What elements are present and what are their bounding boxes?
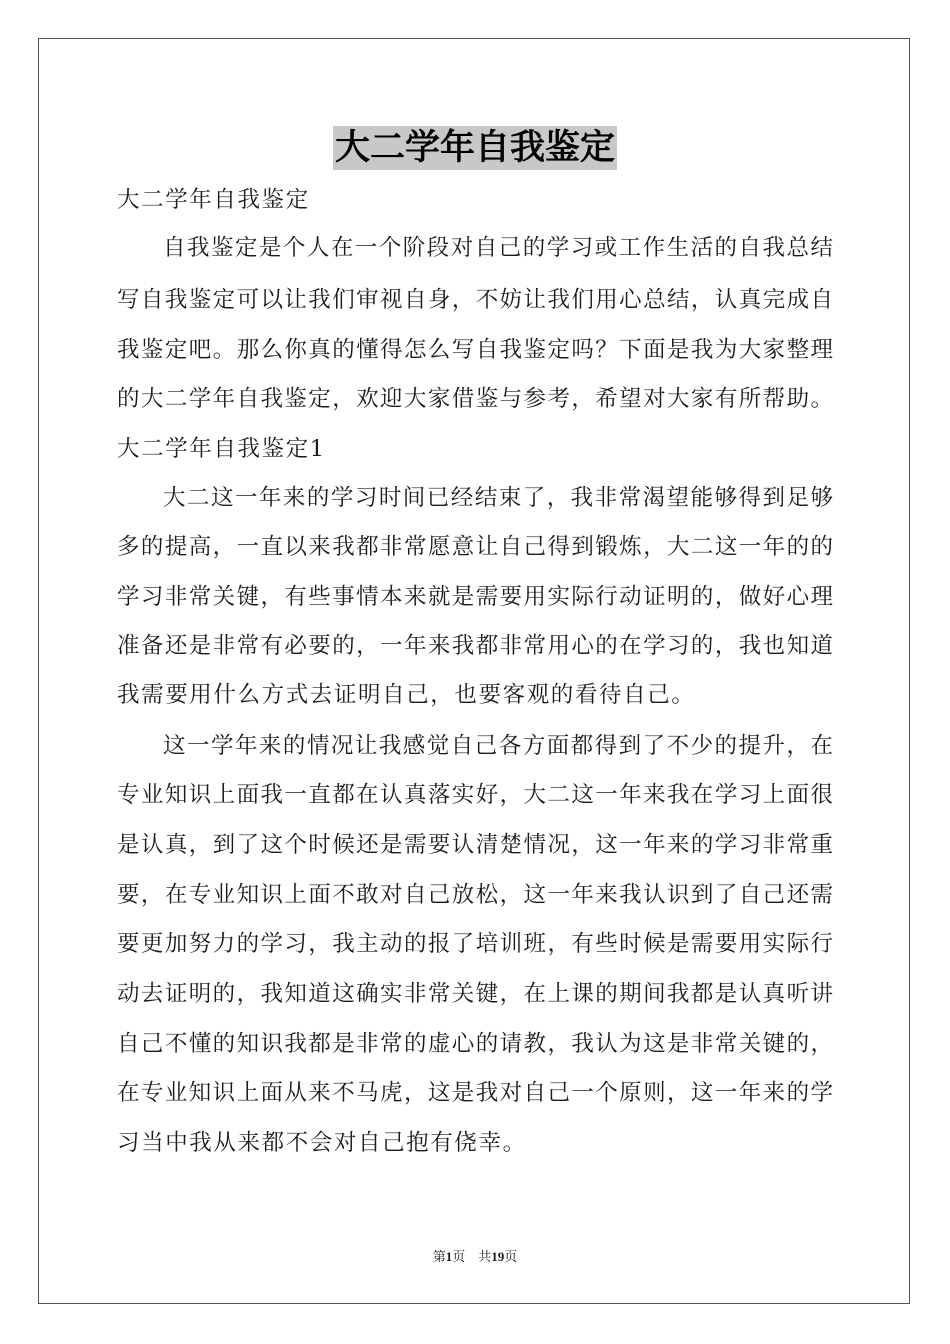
- text-line: 大二这一年来的学习时间已经结束了，我非常渴望能够得到足够: [163, 485, 833, 511]
- page-frame: [38, 38, 910, 1304]
- footer-suffix: 页: [504, 1249, 518, 1264]
- footer-page-total: 19: [491, 1249, 505, 1264]
- text-line: 多的提高，一直以来我都非常愿意让自己得到锻炼，大二这一年的的: [117, 534, 833, 560]
- text-line: 在专业知识上面从来不马虎，这是我对自己一个原则，这一年来的学: [117, 1080, 833, 1106]
- text-line: 自己不懂的知识我都是非常的虚心的请教，我认为这是非常关键的，: [117, 1031, 833, 1057]
- footer-mid: 页 共: [452, 1249, 492, 1264]
- text-line: 这一学年来的情况让我感觉自己各方面都得到了不少的提升，在: [163, 733, 833, 759]
- text-line: 准备还是非常有必要的，一年来我都非常用心的在学习的，我也知道: [117, 633, 833, 659]
- document-title-wrap: [0, 126, 950, 174]
- text-line: 要更加努力的学习，我主动的报了培训班，有些时候是需要用实际行: [117, 931, 833, 957]
- text-line: 自我鉴定是个人在一个阶段对自己的学习或工作生活的自我总结: [163, 235, 833, 261]
- page-footer: [0, 1248, 950, 1266]
- text-line: 的大二学年自我鉴定，欢迎大家借鉴与参考，希望对大家有所帮助。: [117, 386, 833, 412]
- section-heading: 大二学年自我鉴定1: [117, 436, 326, 462]
- footer-page-current: 1: [445, 1249, 453, 1264]
- text-line: 要，在专业知识上面不敢对自己放松，这一年来我认识到了自己还需: [117, 882, 833, 908]
- text-line: 我需要用什么方式去证明自己，也要客观的看待自己。: [117, 682, 696, 708]
- subtitle-line: 大二学年自我鉴定: [117, 187, 310, 213]
- footer-prefix: 第: [432, 1249, 446, 1264]
- text-line: 习当中我从来都不会对自己抱有侥幸。: [117, 1130, 527, 1156]
- text-line: 我鉴定吧。那么你真的懂得怎么写自我鉴定吗？下面是我为大家整理: [117, 337, 833, 363]
- text-line: 专业知识上面我一直都在认真落实好，大二这一年来我在学习上面很: [117, 782, 833, 808]
- text-line: 写自我鉴定可以让我们审视自身，不妨让我们用心总结，认真完成自: [117, 287, 833, 313]
- text-line: 是认真，到了这个时候还是需要认清楚情况，这一年来的学习非常重: [117, 832, 833, 858]
- text-line: 学习非常关键，有些事情本来就是需要用实际行动证明的，做好心理: [117, 584, 833, 610]
- text-line: 动去证明的，我知道这确实非常关键，在上课的期间我都是认真听讲: [117, 981, 833, 1007]
- document-title: 大二学年自我鉴定: [334, 127, 615, 168]
